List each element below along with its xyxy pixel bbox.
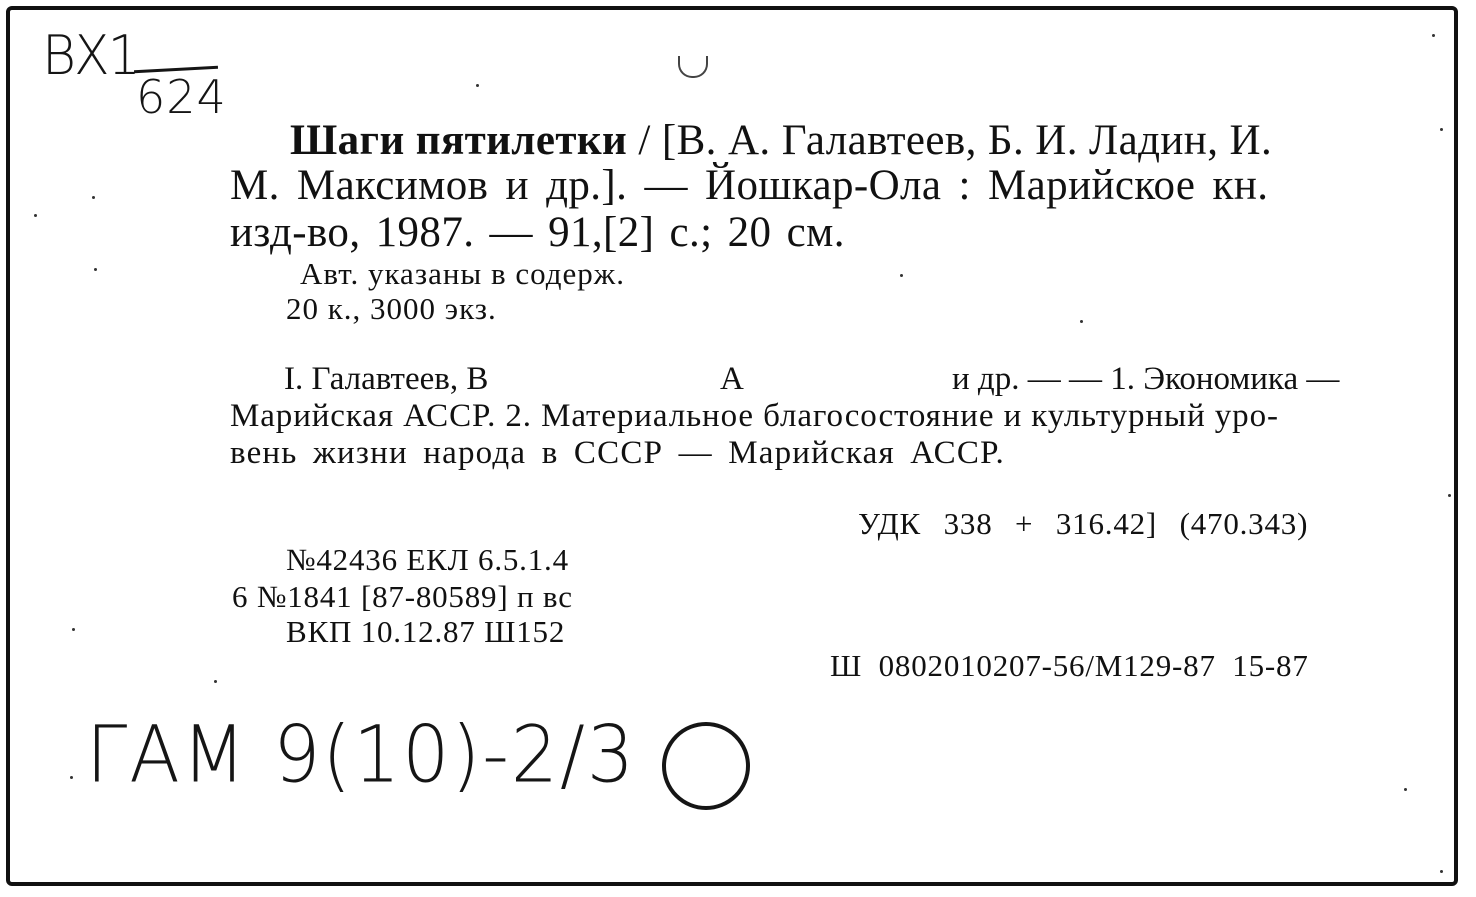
speck [1448, 494, 1451, 497]
speck [1440, 870, 1443, 873]
tracing-line-1c: и др. — — 1. Экономика — [952, 361, 1340, 397]
speck [1404, 788, 1407, 791]
tracing-line-3: вень жизни народа в СССР — Марийская АССР. [230, 435, 1005, 471]
handwritten-mark-top: ВХ1 [42, 24, 139, 88]
speck [34, 214, 37, 217]
entry-physical-line: изд-во, 1987. — 91,[2] с.; 20 см. [230, 209, 845, 256]
tracing-line-1b: А [720, 361, 744, 397]
entry-heading-line [290, 118, 1272, 164]
speck [900, 274, 903, 277]
entry-note-authors: Авт. указаны в содерж. [300, 256, 625, 291]
speck [1440, 128, 1443, 131]
speck [92, 196, 95, 199]
entry-note-price: 20 к., 3000 экз. [286, 291, 497, 326]
entry-authors-start: / [В. А. Галавтеев, Б. И. Ладин, И. [627, 117, 1273, 164]
entry-publication-line: М. Максимов и др.]. — Йошкар-Ола : Марийское кн. [230, 162, 1269, 209]
speck [214, 680, 217, 683]
speck [94, 268, 97, 271]
speck [1432, 34, 1435, 37]
speck [476, 84, 479, 87]
tracing-line-1a: I. Галавтеев, В [284, 361, 489, 397]
registry-date: ВКП 10.12.87 Ш152 [286, 614, 566, 649]
handwritten-number-top: 624 [136, 70, 227, 124]
publication-code: Ш 0802010207-56/М129-87 15-87 [830, 648, 1309, 683]
registry-order: 6 №1841 [87-80589] п вс [232, 579, 573, 614]
entry-title: Шаги пятилетки [290, 117, 628, 164]
speck [70, 776, 73, 779]
speck [72, 628, 75, 631]
handwritten-shelf-mark: ГАМ 9(10)-2/3 [86, 709, 636, 801]
udk-classification: УДК 338 + 316.42] (470.343) [858, 506, 1309, 541]
registry-number: №42436 ЕКЛ 6.5.1.4 [286, 542, 569, 577]
circle-mark [662, 722, 750, 810]
tracing-line-2: Марийская АССР. 2. Материальное благосостояние и культурный уро- [230, 398, 1279, 434]
speck [1080, 320, 1083, 323]
